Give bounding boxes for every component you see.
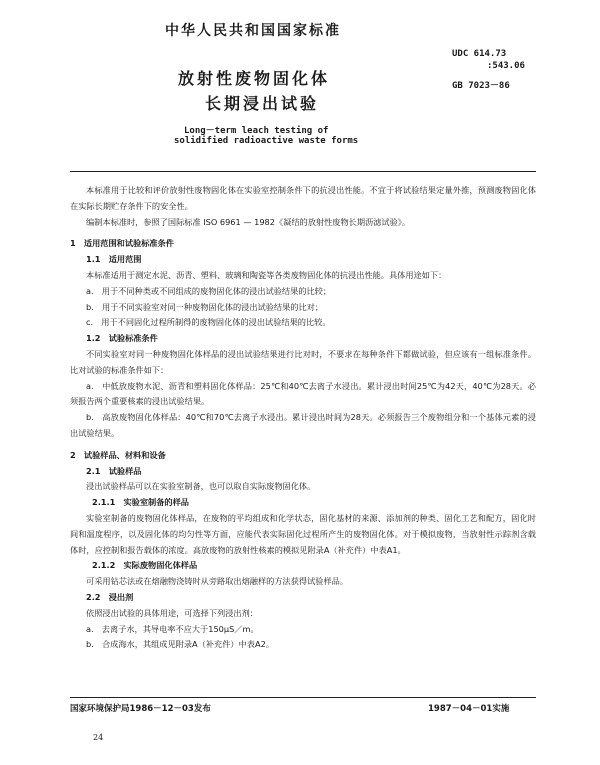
national-standard-heading: 中华人民共和国国家标准 <box>165 23 341 39</box>
section-2-1-2-text: 可采用钻芯法或在熔融物浇铸时从旁路取出熔融样的方法获得试验样品。 <box>86 576 349 587</box>
section-1-1-text: 本标准适用于测定水泥、沥青、塑料、玻璃和陶瓷等各类废物固化体的抗浸出性能。具体用途如下： <box>86 269 447 280</box>
udc-code-suffix: :543.06 <box>487 61 525 71</box>
list-item: c. 用于不同固化过程所制得的废物固化体的浸出试验结果的比较。 <box>86 317 331 328</box>
section-2-1-2-heading: 2.1.2 实际废物固化体样品 <box>92 560 198 571</box>
document-title-cn-line1: 放射性废物固化体 <box>178 69 331 88</box>
section-2-1-1-heading: 2.1.1 实验室制备的样品 <box>92 497 189 508</box>
section-1-2-heading: 1.2 试验标准条件 <box>86 333 158 344</box>
section-2-1-heading: 2.1 试验样品 <box>86 465 142 476</box>
section-2-2-text: 依照浸出试验的具体用途，可选择下列浸出剂： <box>86 607 258 618</box>
intro-reference-paragraph: 编制本标准时，参照了国际标准 ISO 6961 — 1982《凝结的放射性废物长期沥滤试验》。 <box>86 216 411 227</box>
list-item: a. 中低放废物水泥、沥青和塑料固化体样品：25℃和40℃去离子水浸出。累计浸出时间25℃为42天，40℃为28天。必须报告两个重要核素的浸出试验结果。 <box>70 380 536 407</box>
standard-body <box>70 183 536 653</box>
footer-divider <box>70 697 536 698</box>
list-item: b. 合成海水，其组成见附录A（补充件）中表A2。 <box>86 639 274 650</box>
list-item: a. 用于不同种类或不同组成的废物固化体的浸出试验结果的比较； <box>86 285 332 296</box>
list-item: b. 高放废物固化体样品：40℃和70℃去离子水浸出。累计浸出时间为28天。必须报告三个废物组分和一个基体元素的浸出试验结果。 <box>70 412 536 438</box>
document-title-cn-line2: 长期浸出试验 <box>205 94 320 113</box>
section-1-heading: 1 适用范围和试验标准条件 <box>70 238 174 249</box>
section-2-1-1-text: 实验室制备的废物固化体样品，在废物的平均组成和化学状态，固化基材的来源、添加剂的种类、固化工艺和配方，固化时间和温度程序，以及固化体的均匀性等方面，应能代表实际固化过程所产生的废物固化体。对于模拟废物，当放射性示踪剂含载体时，应控制和报告载体的浓度。高放废物的放射性核素的模拟见附录A（补充件）中表A1。 <box>70 512 536 555</box>
section-1-1-heading: 1.1 适用范围 <box>86 254 142 265</box>
section-1-2-text: 不同实验室对同一种废物固化体样品的浸出试验结果进行比对时，不要求在每种条件下都做试验，但应该有一组标准条件。比对试验的标准条件如下： <box>70 348 536 375</box>
udc-code: UDC 614.73 <box>452 49 507 59</box>
section-2-heading: 2 试验样品、材料和设备 <box>70 449 166 460</box>
document-title-en-line2: solidified radioactive waste forms <box>174 136 359 146</box>
list-item: b. 用于不同实验室对同一种废物固化体的浸出试验结果的比对； <box>86 301 324 312</box>
list-item: a. 去离子水，其导电率不应大于150μS／m。 <box>86 623 259 634</box>
implementation-date: 1987－04－01实施 <box>428 704 510 714</box>
page-number: 24 <box>93 733 104 742</box>
document-title-en-line1: Long－term leach testing of <box>184 126 329 136</box>
intro-paragraph: 本标准用于比较和评价放射性废物固化体在实验室控制条件下的抗浸出性能。不宜于将试验结果定量外推，预测废物固化体在实际长期贮存条件下的安全性。 <box>70 185 536 211</box>
gb-standard-number: GB 7023－86 <box>452 81 510 91</box>
section-2-2-heading: 2.2 浸出剂 <box>86 591 134 602</box>
header-divider <box>70 171 536 172</box>
section-2-1-text: 浸出试验样品可以在实验室制备，也可以取自实际废物固化体。 <box>86 481 316 492</box>
issue-date: 国家环境保护局1986－12－03发布 <box>70 704 211 714</box>
